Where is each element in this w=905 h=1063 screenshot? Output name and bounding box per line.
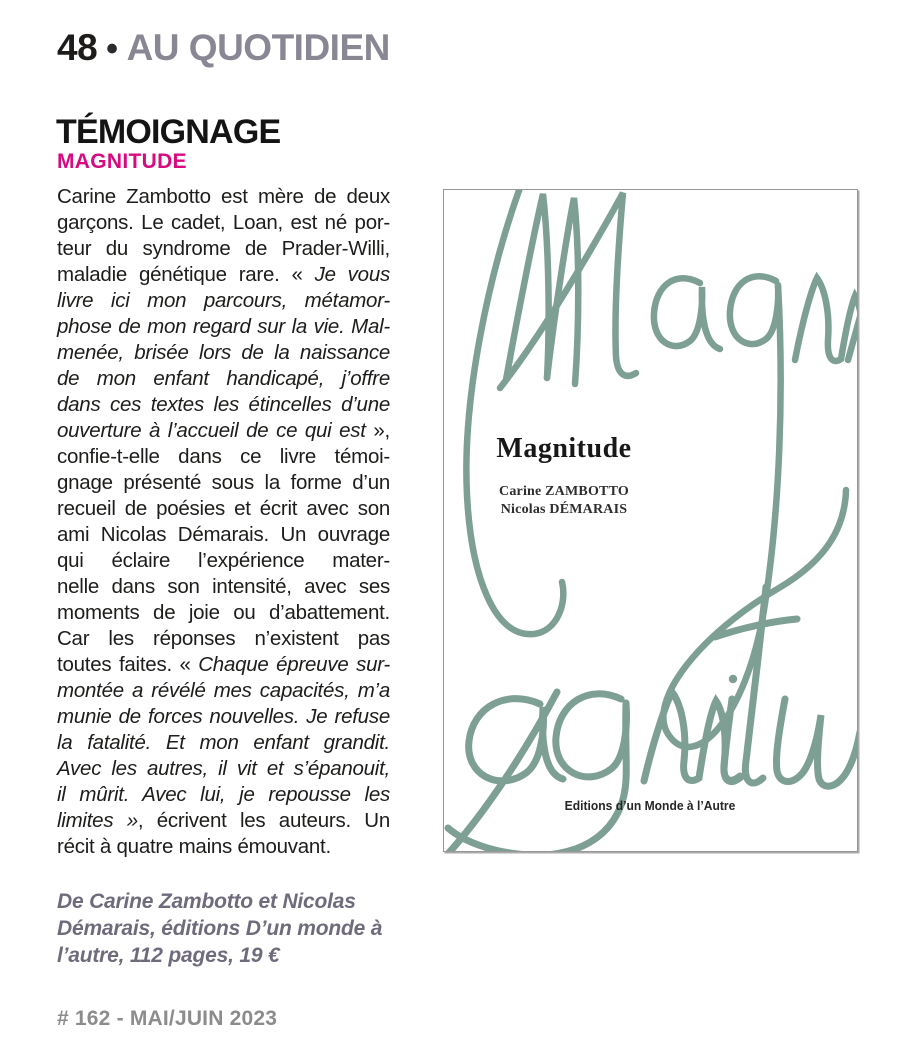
body-line: [57, 600, 390, 626]
cover-author: Carine ZAMBOTTO: [499, 484, 629, 499]
quote-text: montée a révélé mes capacités, m’a: [57, 679, 390, 702]
page-number: 48: [57, 27, 98, 68]
quote-text: Je vous: [314, 263, 390, 286]
body-line: [57, 210, 390, 236]
body-text: teur du syndrome de Prader-Willi,: [57, 237, 390, 260]
body-line: [57, 366, 390, 392]
body-text: »,: [365, 419, 390, 442]
body-text: qui éclaire l’expérience mater-: [57, 549, 390, 572]
body-line: [57, 704, 390, 730]
body-line: [57, 236, 390, 262]
body-line: [57, 574, 390, 600]
credit-line: l’autre, 112 pages, 19 €: [57, 944, 280, 967]
book-cover: [443, 189, 858, 852]
body-line: [57, 262, 390, 288]
body-line: [57, 392, 390, 418]
body-line: [57, 418, 390, 444]
article-body: [57, 184, 390, 860]
quote-text: munie de forces nouvelles. Je refuse: [57, 705, 390, 728]
body-line: [57, 184, 390, 210]
quote-text: limites »: [57, 809, 138, 832]
body-text: Car les réponses n’existent pas: [57, 627, 390, 650]
body-text: moments de joie ou d’abattement.: [57, 601, 390, 624]
body-text: ami Nicolas Démarais. Un ouvrage: [57, 523, 390, 546]
body-line: [57, 288, 390, 314]
body-line: [57, 340, 390, 366]
quote-text: dans ces textes les étincelles d’une: [57, 393, 390, 416]
body-text: toutes faites. «: [57, 653, 199, 676]
body-text: Carine Zambotto est mère de deux: [57, 185, 390, 208]
body-text: garçons. Le cadet, Loan, est né por-: [57, 211, 390, 234]
body-line: [57, 808, 390, 834]
body-line: [57, 678, 390, 704]
page-header: [57, 27, 390, 69]
cover-authors: [474, 483, 654, 519]
article-title: MAGNITUDE: [57, 150, 187, 173]
body-text: recueil de poésies et écrit avec son: [57, 497, 390, 520]
body-line: [57, 314, 390, 340]
cover-author: Nicolas DÉMARAIS: [500, 502, 628, 517]
quote-text: de mon enfant handicapé, j’offre: [57, 367, 390, 390]
body-text: , écrivent les auteurs. Un: [137, 809, 390, 832]
quote-text: il mûrit. Avec lui, je repousse les: [57, 783, 390, 806]
body-line: [57, 834, 390, 860]
body-text: confie-t-elle dans ce livre témoi-: [57, 445, 390, 468]
cover-script-art: [444, 190, 857, 851]
credit-line: Démarais, éditions D’un monde à: [57, 917, 383, 940]
body-text: gnage présenté sous la forme d’un: [57, 471, 390, 494]
body-text: nelle dans son intensité, avec ses: [57, 575, 390, 598]
bullet-separator: •: [106, 30, 118, 68]
credit-line: De Carine Zambotto et Nicolas: [57, 890, 356, 913]
body-text: maladie génétique rare. «: [57, 263, 315, 286]
article-category: TÉMOIGNAGE: [56, 113, 281, 151]
quote-text: menée, brisée lors de la naissance: [57, 341, 390, 364]
quote-text: Avec les autres, il vit et s’épanouit,: [57, 757, 390, 780]
book-credit: [57, 888, 382, 969]
cover-title: Magnitude: [496, 433, 632, 464]
body-line: [57, 470, 390, 496]
body-line: [57, 652, 390, 678]
issue-footer: # 162 - MAI/JUIN 2023: [57, 1007, 278, 1030]
body-text: récit à quatre mains émouvant.: [57, 835, 331, 858]
quote-text: ouverture à l’accueil de ce qui est: [57, 419, 366, 442]
body-line: [57, 756, 390, 782]
body-line: [57, 444, 390, 470]
quote-text: livre ici mon parcours, métamor-: [57, 289, 390, 312]
i-dot: [729, 675, 737, 683]
quote-text: phose de mon regard sur la vie. Mal-: [57, 315, 390, 338]
body-line: [57, 496, 390, 522]
body-line: [57, 626, 390, 652]
body-line: [57, 522, 390, 548]
body-line: [57, 782, 390, 808]
script-word-top: [466, 190, 857, 747]
section-name: AU QUOTIDIEN: [126, 27, 390, 68]
cover-publisher: Editions d’un Monde à l’Autre: [564, 798, 736, 813]
body-line: [57, 548, 390, 574]
quote-text: Chaque épreuve sur-: [198, 653, 391, 676]
body-line: [57, 730, 390, 756]
quote-text: la fatalité. Et mon enfant grandit.: [57, 731, 390, 754]
